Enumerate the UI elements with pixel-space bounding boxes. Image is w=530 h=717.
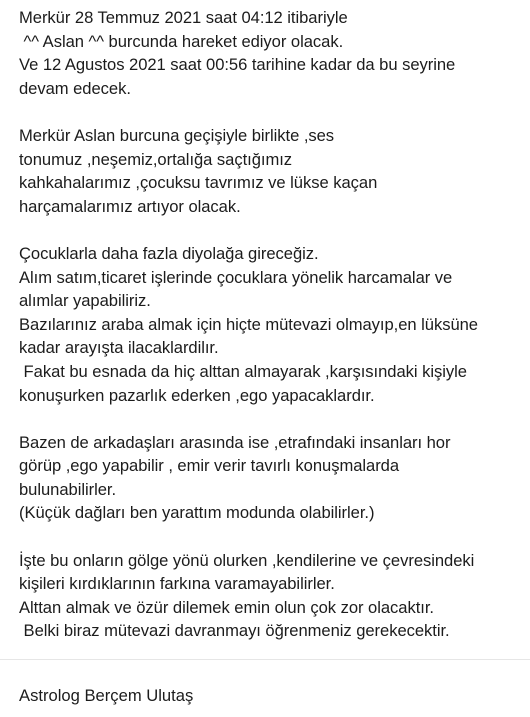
post-text-line: devam edecek. — [19, 78, 131, 98]
post-text-line: Merkür Aslan burcuna geçişiyle birlikte ,ses — [19, 125, 335, 145]
post-text-line: tonumuz ,neşemiz,ortalığa saçtığımız — [19, 149, 293, 169]
post-text-line: kahkahalarımız ,çocuksu tavrımız ve lükse kaçan — [19, 173, 378, 193]
post-text-line: Bazen de arkadaşları arasında ise ,etrafındaki insanları hor — [19, 432, 451, 452]
post-text-line: bulunabilirler. — [19, 479, 117, 499]
paragraph-break — [19, 525, 527, 549]
post-text-line: Bazılarınız araba almak için hiçte mütevazi olmayıp,en lüksüne — [19, 314, 478, 334]
post-text-line: harçamalarımız artıyor olacak. — [19, 196, 241, 216]
post-text-line: Merkür 28 Temmuz 2021 saat 04:12 itibariyle — [19, 8, 348, 27]
post-text-line: Fakat bu esnada da hiç alttan almayarak ,karşısındaki kişiyle — [19, 361, 467, 381]
post-text-line: Çocuklarla daha fazla diyolağa gireceğiz. — [19, 243, 319, 263]
post-text-line: görüp ,ego yapabilir , emir verir tavırlı konuşmalarda — [19, 456, 400, 476]
paragraph-break — [19, 407, 527, 431]
post-text-line: kadar arayışta ilacaklardilır. — [19, 338, 219, 358]
post-text-line: alımlar yapabiliriz. — [19, 291, 151, 311]
post-text-line: (Küçük dağları ben yarattım modunda olabilirler.) — [19, 503, 375, 523]
paragraph-break — [19, 100, 527, 124]
post-text-line: Belki biraz mütevazi davranmayı öğrenmeniz gerekecektir. — [19, 621, 450, 641]
paragraph-break — [19, 218, 527, 242]
divider — [0, 659, 530, 660]
post-text-line: kişileri kırdıklarının farkına varamayabilirler. — [19, 574, 335, 594]
post-body — [19, 6, 527, 643]
post-text-line: Alım satım,ticaret işlerinde çocuklara yönelik harcamalar ve — [19, 267, 453, 287]
post-text-line: ^^ Aslan ^^ burcunda hareket ediyor olacak. — [19, 31, 344, 51]
author-signature: Astrolog Berçem Ulutaş — [19, 686, 194, 705]
post-text-line: konuşurken pazarlık ederken ,ego yapacaklardır. — [19, 385, 375, 405]
post-text-line: Ve 12 Agustos 2021 saat 00:56 tarihine kadar da bu seyrine — [19, 55, 456, 75]
post-text-line: Alttan almak ve özür dilemek emin olun çok zor olacaktır. — [19, 597, 434, 617]
post-text-line: İşte bu onların gölge yönü olurken ,kendilerine ve çevresindeki — [19, 550, 475, 570]
